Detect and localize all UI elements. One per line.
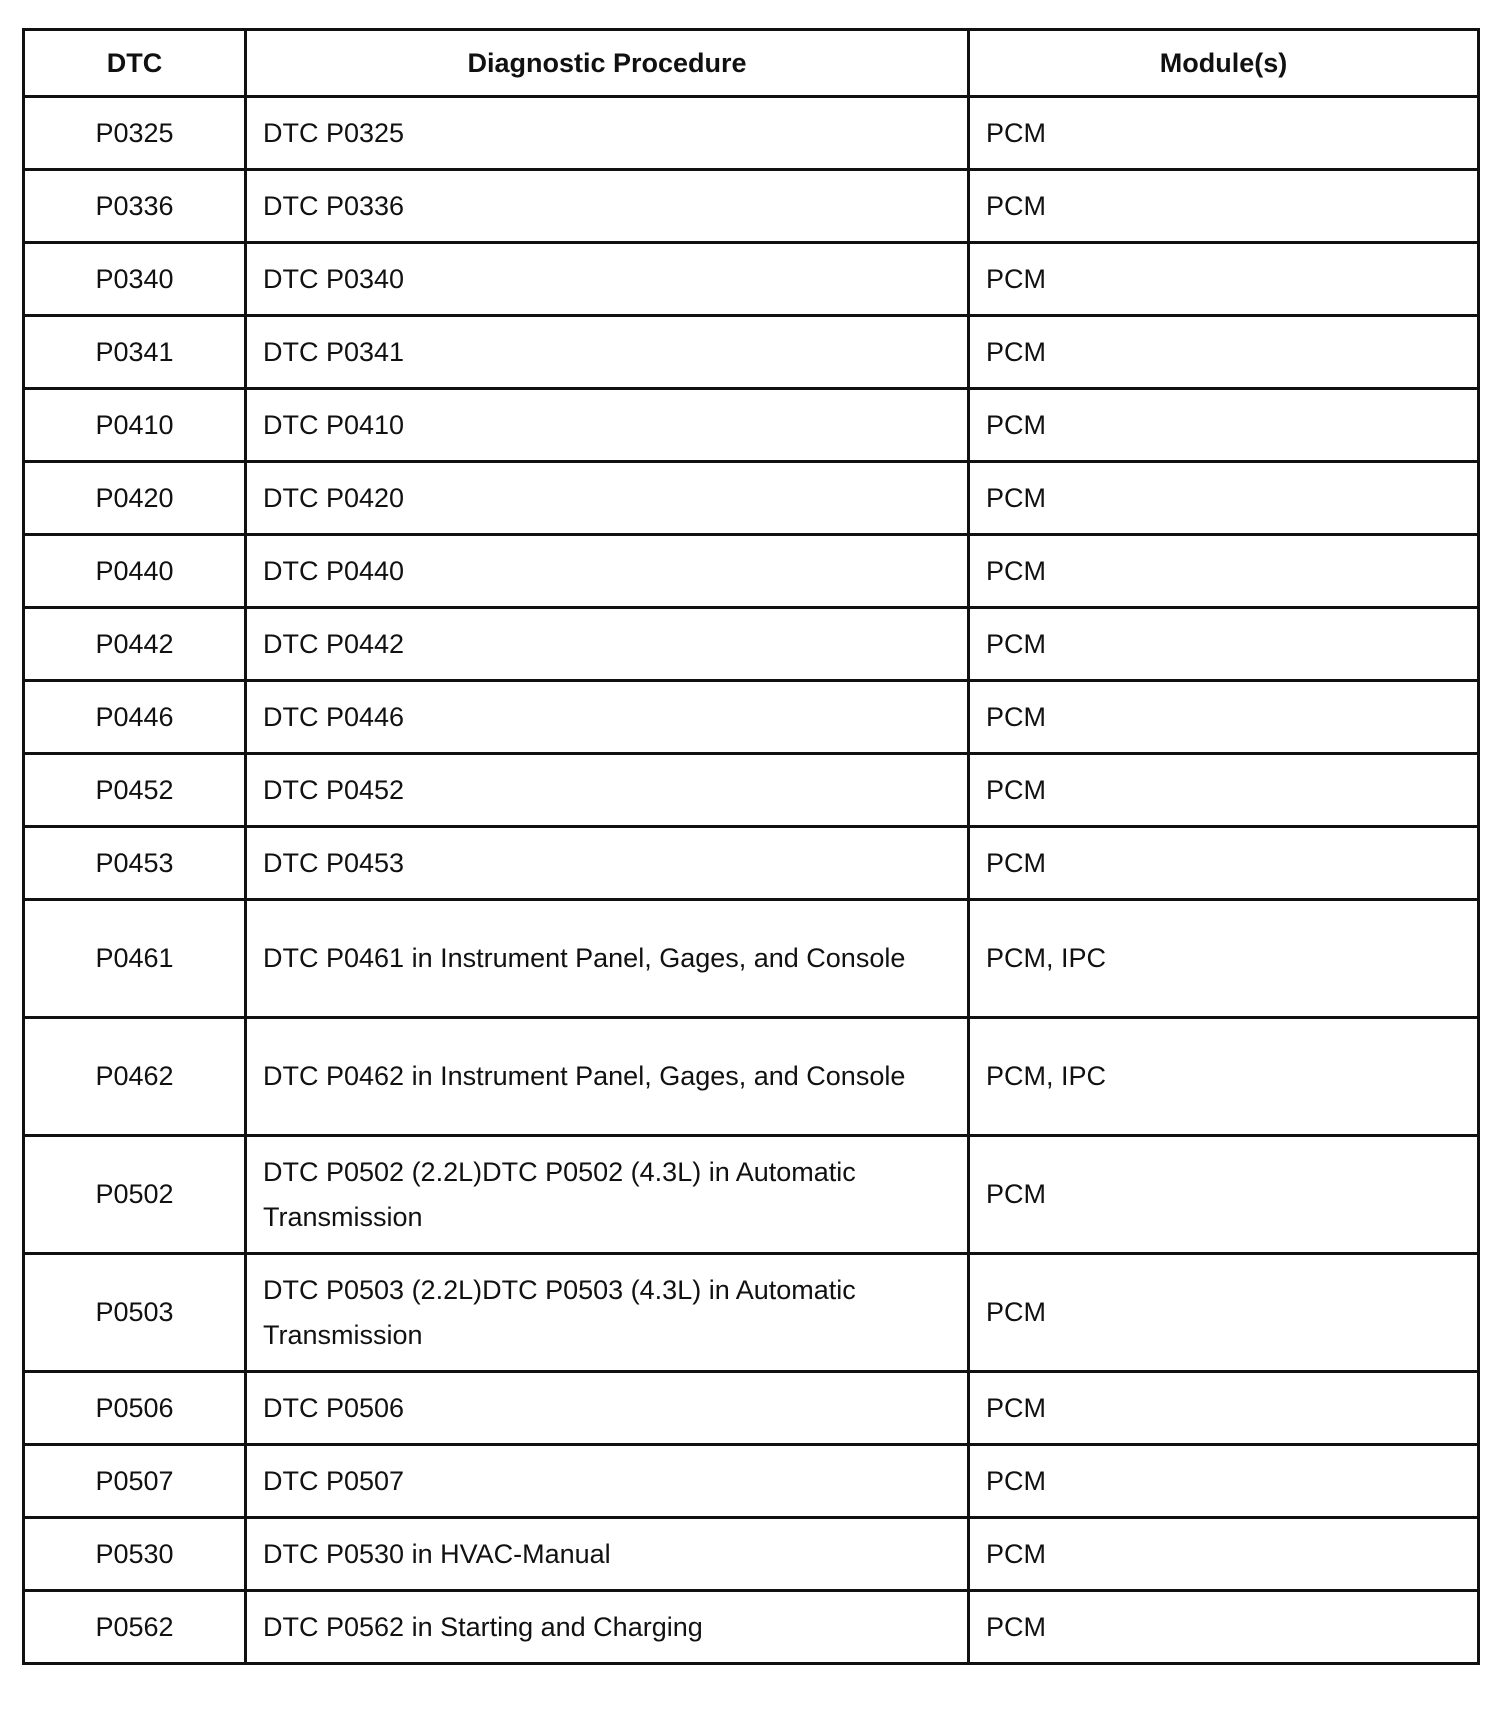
table-row xyxy=(24,97,1479,170)
modules: PCM, IPC xyxy=(969,900,1479,1018)
modules: PCM xyxy=(969,1518,1479,1591)
table-row xyxy=(24,1254,1479,1372)
modules: PCM xyxy=(969,1445,1479,1518)
diagnostic-procedure: DTC P0530 in HVAC-Manual xyxy=(246,1518,969,1591)
table-row xyxy=(24,754,1479,827)
dtc-code: P0440 xyxy=(24,535,246,608)
table-row xyxy=(24,1018,1479,1136)
diagnostic-procedure: DTC P0453 xyxy=(246,827,969,900)
diagnostic-procedure: DTC P0420 xyxy=(246,462,969,535)
dtc-code: P0442 xyxy=(24,608,246,681)
table-row xyxy=(24,1136,1479,1254)
diagnostic-procedure: DTC P0462 in Instrument Panel, Gages, and Console xyxy=(246,1018,969,1136)
dtc-code: P0340 xyxy=(24,243,246,316)
diagnostic-procedure: DTC P0562 in Starting and Charging xyxy=(246,1591,969,1664)
dtc-code: P0562 xyxy=(24,1591,246,1664)
table-row xyxy=(24,243,1479,316)
diagnostic-procedure: DTC P0340 xyxy=(246,243,969,316)
modules: PCM xyxy=(969,1254,1479,1372)
dtc-code: P0446 xyxy=(24,681,246,754)
table-header-row xyxy=(24,30,1479,97)
dtc-code: P0506 xyxy=(24,1372,246,1445)
modules: PCM xyxy=(969,97,1479,170)
diagnostic-procedure: DTC P0440 xyxy=(246,535,969,608)
table-row xyxy=(24,900,1479,1018)
header-diagnostic-procedure: Diagnostic Procedure xyxy=(246,30,969,97)
dtc-code: P0507 xyxy=(24,1445,246,1518)
dtc-code: P0453 xyxy=(24,827,246,900)
diagnostic-procedure: DTC P0503 (2.2L)DTC P0503 (4.3L) in Automatic Transmission xyxy=(246,1254,969,1372)
table-row xyxy=(24,1445,1479,1518)
diagnostic-procedure: DTC P0507 xyxy=(246,1445,969,1518)
modules: PCM xyxy=(969,1591,1479,1664)
modules: PCM xyxy=(969,1372,1479,1445)
table-row xyxy=(24,316,1479,389)
table-row xyxy=(24,170,1479,243)
table-row xyxy=(24,681,1479,754)
modules: PCM xyxy=(969,389,1479,462)
modules: PCM, IPC xyxy=(969,1018,1479,1136)
dtc-code: P0420 xyxy=(24,462,246,535)
diagnostic-procedure: DTC P0325 xyxy=(246,97,969,170)
header-modules: Module(s) xyxy=(969,30,1479,97)
table-row xyxy=(24,462,1479,535)
diagnostic-procedure: DTC P0336 xyxy=(246,170,969,243)
modules: PCM xyxy=(969,535,1479,608)
modules: PCM xyxy=(969,462,1479,535)
table-row xyxy=(24,827,1479,900)
diagnostic-procedure: DTC P0341 xyxy=(246,316,969,389)
diagnostic-procedure: DTC P0461 in Instrument Panel, Gages, and Console xyxy=(246,900,969,1018)
modules: PCM xyxy=(969,608,1479,681)
modules: PCM xyxy=(969,316,1479,389)
dtc-code: P0336 xyxy=(24,170,246,243)
dtc-code: P0503 xyxy=(24,1254,246,1372)
dtc-code: P0530 xyxy=(24,1518,246,1591)
diagnostic-procedure: DTC P0502 (2.2L)DTC P0502 (4.3L) in Automatic Transmission xyxy=(246,1136,969,1254)
modules: PCM xyxy=(969,681,1479,754)
table-row xyxy=(24,389,1479,462)
dtc-code: P0452 xyxy=(24,754,246,827)
header-dtc: DTC xyxy=(24,30,246,97)
modules: PCM xyxy=(969,827,1479,900)
table-row xyxy=(24,1591,1479,1664)
modules: PCM xyxy=(969,170,1479,243)
table-row xyxy=(24,608,1479,681)
table-row xyxy=(24,1372,1479,1445)
modules: PCM xyxy=(969,243,1479,316)
table-row xyxy=(24,1518,1479,1591)
modules: PCM xyxy=(969,1136,1479,1254)
dtc-code: P0502 xyxy=(24,1136,246,1254)
table-row xyxy=(24,535,1479,608)
dtc-code: P0462 xyxy=(24,1018,246,1136)
diagnostic-procedure: DTC P0442 xyxy=(246,608,969,681)
dtc-table xyxy=(22,28,1480,1665)
diagnostic-procedure: DTC P0446 xyxy=(246,681,969,754)
dtc-code: P0410 xyxy=(24,389,246,462)
diagnostic-procedure: DTC P0410 xyxy=(246,389,969,462)
diagnostic-procedure: DTC P0506 xyxy=(246,1372,969,1445)
dtc-code: P0325 xyxy=(24,97,246,170)
modules: PCM xyxy=(969,754,1479,827)
dtc-code: P0461 xyxy=(24,900,246,1018)
diagnostic-procedure: DTC P0452 xyxy=(246,754,969,827)
dtc-code: P0341 xyxy=(24,316,246,389)
